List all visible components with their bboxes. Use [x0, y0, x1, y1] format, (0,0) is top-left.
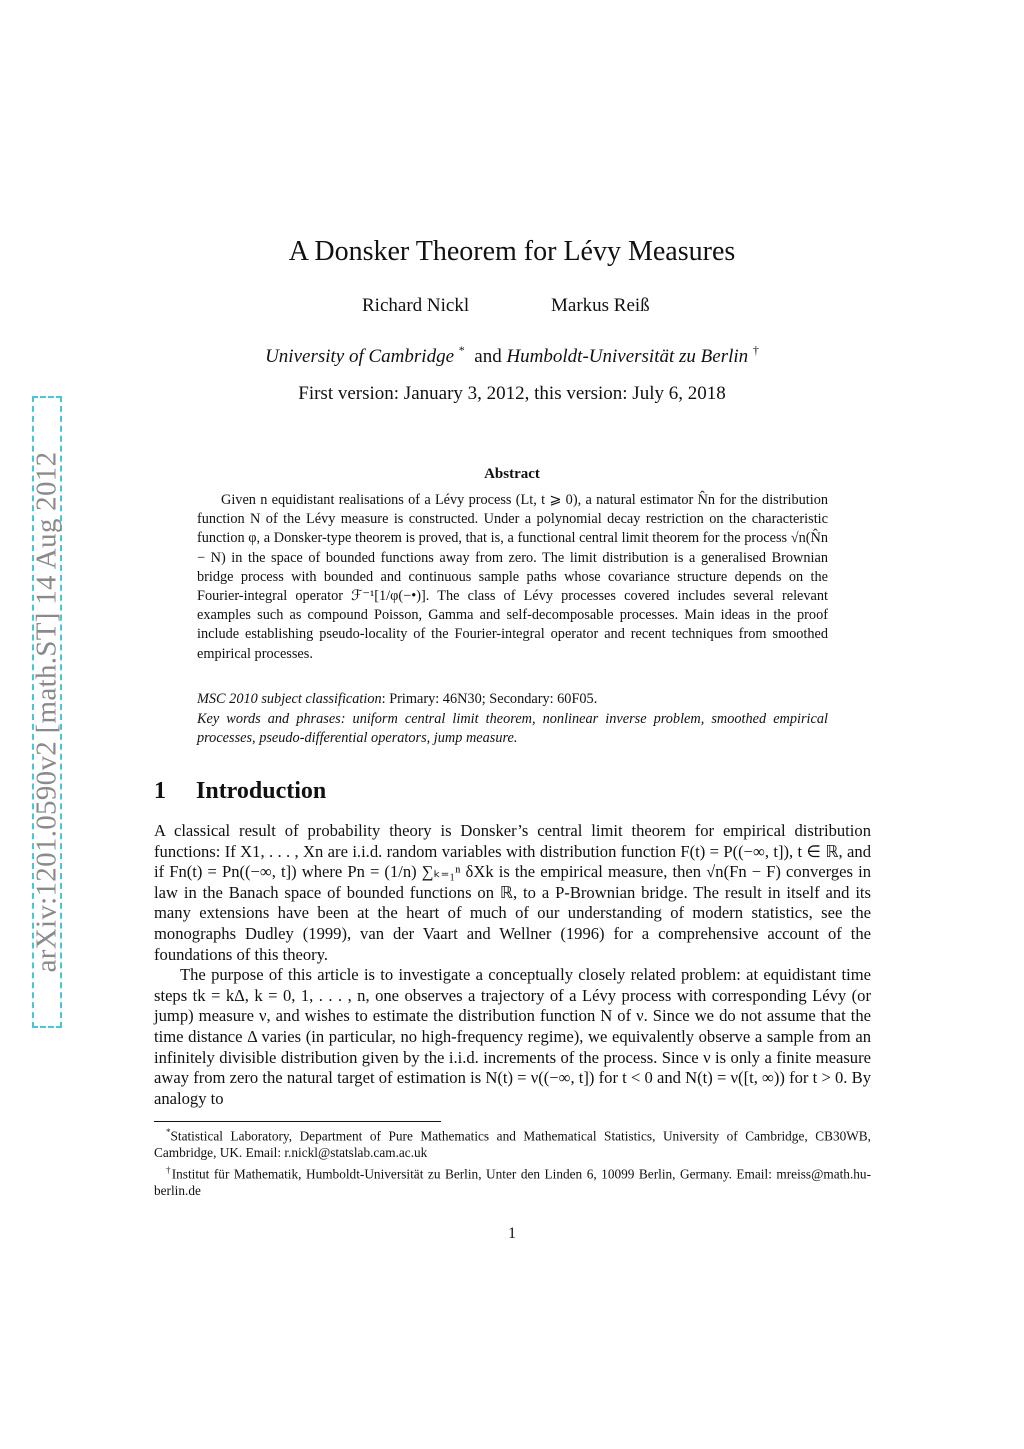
footnote-mark: † — [752, 343, 759, 357]
arxiv-identifier: arXiv:1201.0590v2 [math.ST] 14 Aug 2012 — [30, 451, 63, 973]
affiliation-joiner: and — [474, 346, 502, 367]
paragraph: A classical result of probability theory is Donsker’s central limit theorem for empirical distribution functions: If X1, . . . , Xn are i.i.d. random variables with distribution function F(t) = P((−∞, t]), t ∈ ℝ, and if Fn(t) = Pn((−∞, t]) where Pn = (1/n) ∑ₖ₌₁ⁿ δXk is the empirical measure, then √n(Fn − F) converges in law in the Banach space of bounded functions on ℝ, to a P-Brownian bridge. The result in itself and its many extensions have been at the heart of much of our understanding of modern statistics, see the monographs Dudley (1999), van der Vaart and Wellner (1996) for a comprehensive account of the foundations of this theory. — [154, 821, 871, 964]
affiliation-humboldt: Humboldt-Universität zu Berlin — [506, 346, 749, 367]
msc-label: MSC 2010 subject classification — [197, 691, 382, 707]
footnote-mark: * — [458, 343, 465, 357]
footnote — [154, 1162, 871, 1200]
paper-title: A Donsker Theorem for Lévy Measures — [288, 236, 736, 267]
affiliation-cambridge: University of Cambridge — [265, 346, 455, 367]
author-list — [0, 295, 1024, 321]
msc-value: : Primary: 46N30; Secondary: 60F05. — [381, 691, 598, 707]
arxiv-stamp — [32, 396, 62, 1028]
footnote-text: Statistical Laboratory, Department of Pure Mathematics and Mathematical Statistics, University of Cambridge, CB30WB, Cambridge, UK. Email: r.nickl@statslab.cam.ac.uk — [154, 1128, 871, 1161]
footnotes — [154, 1124, 871, 1199]
section-number: 1 — [154, 778, 166, 804]
abstract-text: Given n equidistant realisations of a Lévy process (Lt, t ⩾ 0), a natural estimator N̂n for the distribution function N of the Lévy measure is constructed. Under a polynomial decay restriction on the characteristic function φ, a Donsker-type theorem is proved, that is, a functional central limit theorem for the process √n(N̂n − N) in the space of bounded functions away from zero. The limit distribution is a generalised Brownian bridge process with bounded and continuous sample paths whose covariance structure depends on the Fourier-integral operator ℱ⁻¹[1/φ(−•)]. The class of Lévy processes covered includes several relevant examples such as compound Poisson, Gamma and self-decomposable processes. Main ideas in the proof include establishing pseudo-locality of the Fourier-integral operator and recent techniques from smoothed empirical processes. — [197, 492, 828, 662]
footnote-text: Institut für Mathematik, Humboldt-Universität zu Berlin, Unter den Linden 6, 10099 Berlin, Germany. Email: mreiss@math.hu-berlin.de — [154, 1166, 871, 1198]
section-title: Introduction — [196, 778, 327, 804]
page-number: 1 — [508, 1225, 516, 1242]
affiliations — [0, 343, 1024, 368]
paragraph: The purpose of this article is to investigate a conceptually closely related problem: at equidistant time steps tk = kΔ, k = 0, 1, . . . , n, one observes a trajectory of a Lévy process with corresponding Lévy (or jump) measure ν, and wishes to estimate the distribution function N of ν. Since we do not assume that the time distance Δ varies (in particular, no high-frequency regime), we equivalently observe a sample from an infinitely divisible distribution given by the i.i.d. increments of the process. Since ν is only a finite measure away from zero the natural target of estimation is N(t) = ν((−∞, t]) for t < 0 and N(t) = ν([t, ∞)) for t > 0. By analogy to — [154, 965, 871, 1108]
footnote — [154, 1124, 871, 1162]
footnote-mark: † — [166, 1164, 172, 1175]
keywords: Key words and phrases: uniform central limit theorem, nonlinear inverse problem, smoothed empirical processes, pseudo-differential operators, jump measure. — [197, 711, 828, 747]
footnote-divider — [154, 1121, 441, 1122]
footnote-mark: * — [166, 1127, 171, 1137]
abstract-heading: Abstract — [484, 466, 540, 482]
section-heading — [154, 778, 326, 805]
author-name: Richard Nickl — [362, 295, 470, 316]
msc-classification — [197, 690, 828, 709]
introduction-body — [154, 821, 871, 1109]
author-name: Markus Reiß — [551, 295, 650, 316]
version-date: First version: January 3, 2012, this version: July 6, 2018 — [298, 383, 726, 404]
